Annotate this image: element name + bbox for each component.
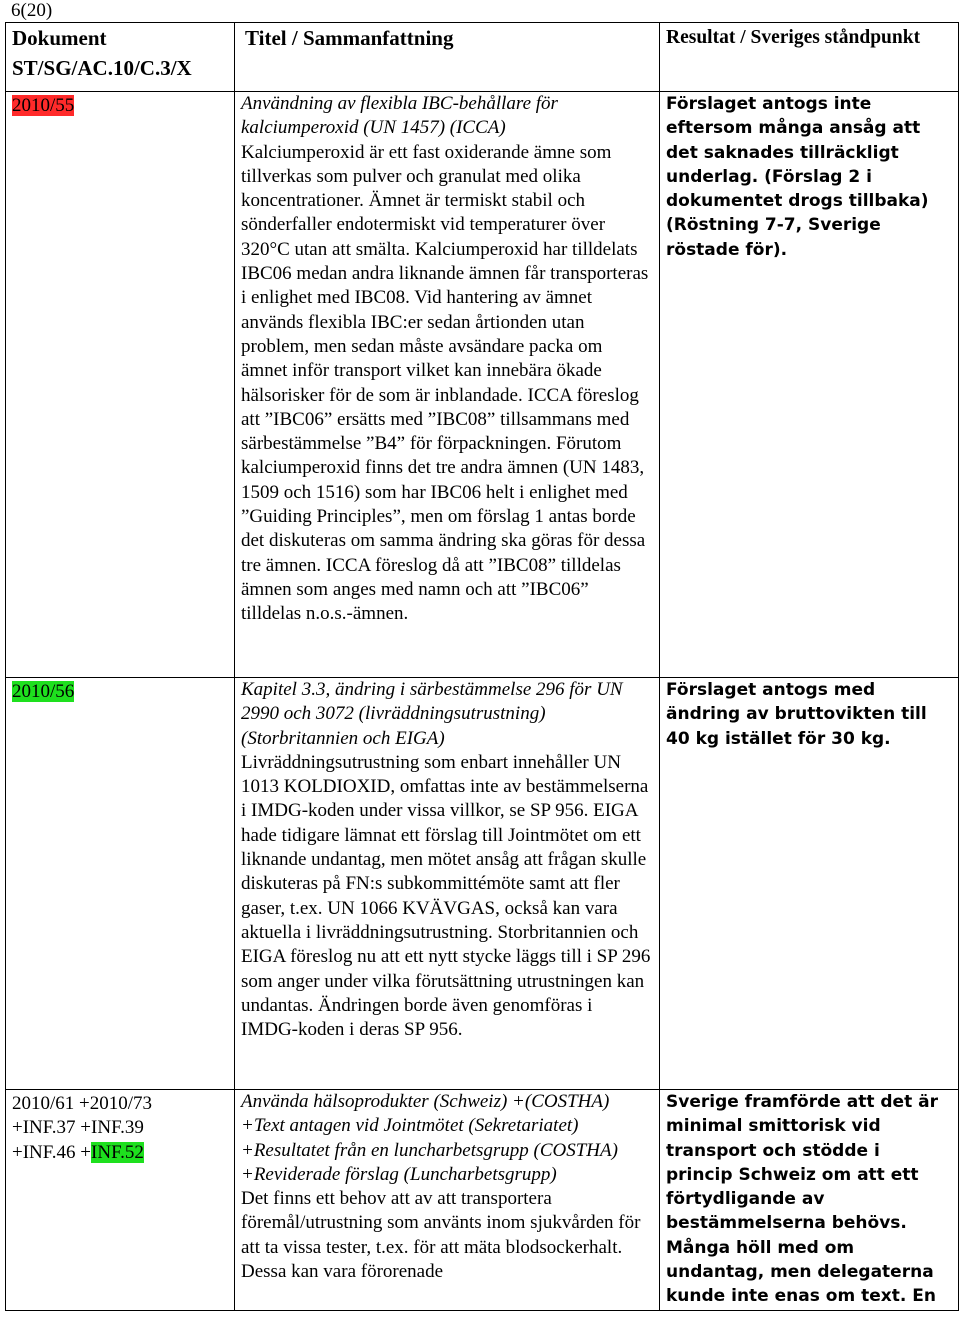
item-title: Användning av flexibla IBC-behållare för kalciumperoxid (UN 1457) (ICCA) [241,93,558,139]
summary-cell [235,92,660,678]
header-title-label: Titel / Sammanfattning [245,26,454,50]
table-row [6,1090,959,1311]
doc-id-line: +INF.46 + [12,1141,92,1163]
result-cell [660,1090,959,1311]
item-summary: Livräddningsutrustning som enbart innehåller UN 1013 KOLDIOXID, omfattas inte av bestämmelserna i IMDG-koden under vissa villkor, se SP 956. EIGA hade tidigare lämnat ett förslag till Jointmötet om ett liknande undantag, men mötet ansåg att frågan skulle diskuteras på FN:s subkommittémöte samt att fler gaser, t.ex. UN 1066 KVÄVGAS, också kan vara aktuella i livräddningsutrustning. Storbritannien och EIGA föreslog nu att ett nytt stycke läggs till i SP 296 som anger under vilka förutsättning utrustningen kan undantas. Ändringen borde även genomföras i IMDG-koden i deras SP 956. [241,751,651,1041]
header-result-label: Resultat / Sveriges ståndpunkt [666,27,921,48]
page-number: 6(20) [11,0,53,21]
item-summary: Kalciumperoxid är ett fast oxiderande ämne som tillverkas som pulver och granulat med olika koncentrationer. Ämnet är termiskt stabil och sönderfaller endotermiskt vid temperaturer över 320°C utan att smälta. Kalciumperoxid har tilldelats IBC06 medan andra liknande ämnen får transporteras i enlighet med IBC08. Vid hantering av ämnet används flexibla IBC:er sedan årtionden utan problem, men sedan måste avsändare packa om ämnet inför transport vilket kan innebära ökade hälsorisker för de som är inblandade. ICCA föreslog att ”IBC06” ersätts med ”IBC08” tillsammans med särbestämmelse ”B4” för förpackningen. Förutom kalciumperoxid finns det tre andra ämnen (UN 1483, 1509 och 1516) som har IBC06 helt i enlighet med ”Guiding Principles”, men om förslag 1 antas borde det diskuteras om samma ändring ska göras för dessa tre ämnen. ICCA föreslog då att ”IBC08” tilldelas ämnen som anges med namn och att ”IBC06” tilldelas n.o.s.-ämnen. [241,141,649,625]
item-title: Kapitel 3.3, ändring i särbestämmelse 296 för UN 2990 och 3072 (livräddningsutrustning) (Storbritannien och EIGA) [241,679,623,749]
doc-id-cell [6,678,235,1090]
item-title: Använda hälsoprodukter (Schweiz) +(COSTHA) +Text antagen vid Jointmötet (Sekretariatet) +Resultatet från en luncharbetsgrupp (COSTHA) +Reviderade förslag (Luncharbetsgrupp) [241,1091,618,1185]
doc-id-cell [6,1090,235,1311]
item-summary: Det finns ett behov att av att transportera föremål/utrustning som använts inom sjukvården för att ta vissa tester, t.ex. för att mäta blodsockerhalt. Dessa kan vara förorenade [241,1188,641,1283]
header-doc-ref: ST/SG/AC.10/C.3/X [12,56,192,80]
summary-cell [235,1090,660,1311]
header-result-cell [660,23,959,92]
item-result: Sverige framförde att det är minimal smittorisk vid transport och stödde i princip Schweiz om att ett förtydligande av bestämmelserna behövs. Många höll med om undantag, men delegaterna kunde inte enas om text. En [666,1092,938,1307]
item-result: Förslaget antogs med ändring av bruttovikten till 40 kg istället för 30 kg. [666,680,927,749]
doc-id-line: +INF.37 +INF.39 [12,1117,144,1139]
decision-table [5,22,959,1311]
doc-id: 2010/55 [12,95,75,116]
header-doc-label: Dokument [12,26,107,50]
header-title-cell [235,23,660,92]
doc-id-cell [6,92,235,678]
item-result: Förslaget antogs inte eftersom många ansåg att det saknades tillräckligt underlag. (Förslag 2 i dokumentet drogs tillbaka) (Röstning 7-7, Sverige röstade för). [666,94,929,260]
doc-id: 2010/56 [12,681,75,702]
table-header-row [6,23,959,92]
table-row [6,678,959,1090]
result-cell [660,92,959,678]
table-row [6,92,959,678]
doc-id-highlight: INF.52 [91,1141,144,1163]
summary-cell [235,678,660,1090]
doc-id-line: 2010/61 +2010/73 [12,1093,153,1114]
header-doc-cell [6,23,235,92]
result-cell [660,678,959,1090]
